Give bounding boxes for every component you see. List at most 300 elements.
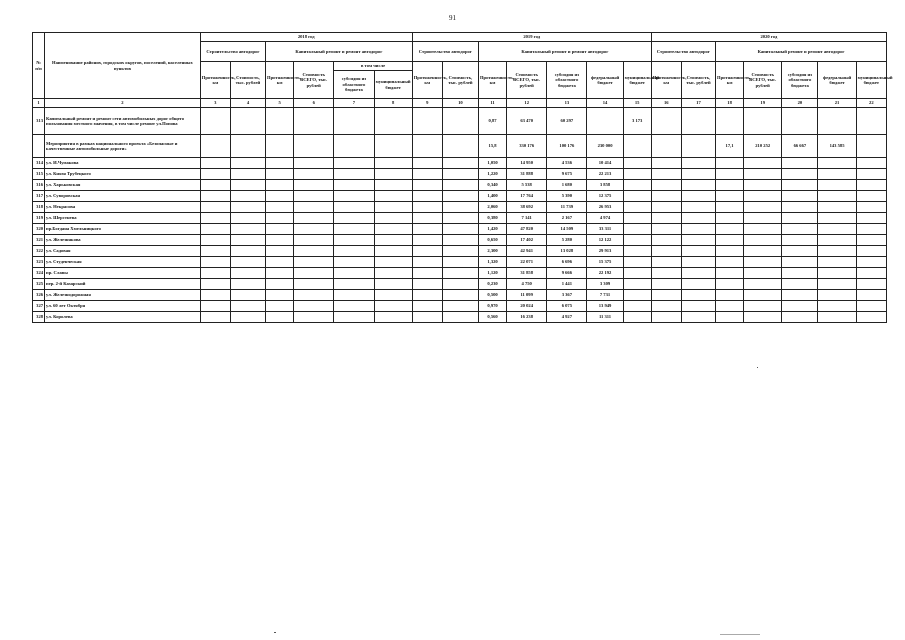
column-number: 6: [294, 99, 334, 108]
scan-speck: [274, 632, 276, 633]
cell-empty: [651, 213, 681, 224]
table-row: [33, 268, 887, 279]
cell-empty: [230, 246, 265, 257]
column-number: 13: [547, 99, 587, 108]
cell-empty: [266, 213, 294, 224]
cell-empty: [200, 169, 230, 180]
cell-municipal: [623, 213, 651, 224]
cell-empty: [856, 191, 886, 202]
cell-empty: [334, 279, 374, 290]
cell-regional: 6 696: [547, 257, 587, 268]
cell-km: 0,380: [478, 213, 506, 224]
cell-federal: 22 192: [587, 268, 623, 279]
cell-empty: [294, 169, 334, 180]
cell-total20: [744, 191, 782, 202]
cell-empty: [294, 224, 334, 235]
column-number: 3: [200, 99, 230, 108]
cell-km: 1,050: [478, 158, 506, 169]
cell-empty: [334, 108, 374, 135]
cell-empty: [856, 135, 886, 158]
column-number: 18: [716, 99, 744, 108]
cell-km20: [716, 301, 744, 312]
row-number: 313: [33, 108, 45, 135]
cell-empty: [334, 301, 374, 312]
column-number: 1: [33, 99, 45, 108]
cell-empty: [200, 268, 230, 279]
cell-regional20: 66 667: [782, 135, 818, 158]
cell-empty: [294, 257, 334, 268]
cell-regional20: [782, 268, 818, 279]
cell-federal20: [818, 191, 856, 202]
cell-km20: [716, 108, 744, 135]
cell-empty: [412, 169, 442, 180]
header-cost: Стоимость, тыс. рублей: [681, 62, 715, 99]
cell-empty: [374, 301, 412, 312]
cell-total20: 210 252: [744, 135, 782, 158]
cell-empty: [230, 180, 265, 191]
cell-empty: [681, 169, 715, 180]
row-name: Мероприятия в рамках национального проекта «Безопасные и качественные автомобильные дороги»: [45, 135, 201, 158]
cell-municipal: [623, 180, 651, 191]
table-row: [33, 135, 887, 158]
cell-empty: [856, 108, 886, 135]
cell-km: 2,300: [478, 246, 506, 257]
row-number: 326: [33, 290, 45, 301]
cell-km20: [716, 191, 744, 202]
cell-empty: [294, 108, 334, 135]
cell-empty: [651, 246, 681, 257]
cell-empty: [374, 169, 412, 180]
column-number: 21: [818, 99, 856, 108]
cell-empty: [651, 312, 681, 323]
cell-empty: [856, 235, 886, 246]
cell-federal20: [818, 312, 856, 323]
cell-km: 1,320: [478, 257, 506, 268]
cell-total20: [744, 312, 782, 323]
table-row: [33, 169, 887, 180]
column-number: 14: [587, 99, 623, 108]
cell-municipal: [623, 158, 651, 169]
cell-empty: [442, 202, 478, 213]
row-name: Капитальный ремонт и ремонт сети автомобильных дорог общего пользования местного значения, в том числе ремонт ул.Попова: [45, 108, 201, 135]
cell-empty: [266, 268, 294, 279]
row-name: ул. Железнодорожная: [45, 290, 201, 301]
cell-empty: [294, 246, 334, 257]
cell-federal20: [818, 279, 856, 290]
header-length: Протяженность, км: [266, 62, 294, 99]
row-number: 328: [33, 312, 45, 323]
cell-empty: [334, 268, 374, 279]
cell-empty: [334, 135, 374, 158]
column-number: 22: [856, 99, 886, 108]
header-construction-2019: Строительство автодорог: [412, 42, 478, 62]
cell-empty: [294, 135, 334, 158]
cell-empty: [230, 235, 265, 246]
column-number: 2: [45, 99, 201, 108]
cell-municipal: [623, 224, 651, 235]
header-total: Стоимость ВСЕГО, тыс. рублей: [744, 62, 782, 99]
cell-total20: [744, 257, 782, 268]
cell-empty: [412, 158, 442, 169]
cell-total20: [744, 301, 782, 312]
cell-km: 1,220: [478, 169, 506, 180]
cell-federal20: [818, 257, 856, 268]
row-number: 325: [33, 279, 45, 290]
cell-federal20: [818, 108, 856, 135]
table-row: [33, 108, 887, 135]
cell-empty: [412, 312, 442, 323]
cell-empty: [266, 224, 294, 235]
cell-empty: [230, 135, 265, 158]
header-year-2018: 2018 год: [200, 33, 412, 42]
row-name: пер. 2-й Казарский: [45, 279, 201, 290]
cell-federal: 29 913: [587, 246, 623, 257]
cell-regional: 4 536: [547, 158, 587, 169]
row-number: 320: [33, 224, 45, 235]
cell-federal: 11 311: [587, 312, 623, 323]
cell-empty: [294, 279, 334, 290]
cell-empty: [334, 202, 374, 213]
cell-empty: [230, 108, 265, 135]
cell-regional: 1 680: [547, 180, 587, 191]
cell-empty: [294, 312, 334, 323]
header-repair-2018: Капитальный ремонт и ремонт автодорог: [266, 42, 413, 62]
cell-empty: [374, 257, 412, 268]
cell-empty: [334, 257, 374, 268]
cell-empty: [266, 246, 294, 257]
cell-empty: [294, 180, 334, 191]
cell-empty: [200, 301, 230, 312]
cell-empty: [294, 213, 334, 224]
header-construction-2020: Строительство автодорог: [651, 42, 715, 62]
cell-empty: [374, 158, 412, 169]
cell-regional: 13 028: [547, 246, 587, 257]
cell-federal20: [818, 169, 856, 180]
cell-km20: [716, 158, 744, 169]
cell-empty: [294, 191, 334, 202]
cell-empty: [442, 135, 478, 158]
cell-empty: [230, 213, 265, 224]
cell-empty: [412, 180, 442, 191]
row-number: 318: [33, 202, 45, 213]
cell-empty: [412, 301, 442, 312]
row-name: ул. Студенческая: [45, 257, 201, 268]
cell-regional20: [782, 312, 818, 323]
cell-km: 0,87: [478, 108, 506, 135]
row-name: ул. Королева: [45, 312, 201, 323]
cell-empty: [651, 290, 681, 301]
cell-federal: 26 953: [587, 202, 623, 213]
cell-km: 2,060: [478, 202, 506, 213]
scan-line: [720, 634, 760, 635]
header-cost: Стоимость, тыс. рублей: [230, 62, 265, 99]
cell-federal: 3 858: [587, 180, 623, 191]
cell-empty: [200, 257, 230, 268]
cell-empty: [442, 180, 478, 191]
cell-empty: [200, 158, 230, 169]
cell-empty: [374, 108, 412, 135]
cell-regional: 14 509: [547, 224, 587, 235]
cell-empty: [651, 301, 681, 312]
cell-empty: [266, 312, 294, 323]
table-body: [33, 108, 887, 323]
cell-empty: [200, 180, 230, 191]
cell-empty: [294, 235, 334, 246]
cell-empty: [412, 213, 442, 224]
cell-regional: 6 075: [547, 301, 587, 312]
cell-total: 17 764: [507, 191, 547, 202]
cell-km20: [716, 235, 744, 246]
cell-total: 20 024: [507, 301, 547, 312]
cell-total: 17 402: [507, 235, 547, 246]
cell-empty: [681, 108, 715, 135]
cell-regional20: [782, 235, 818, 246]
cell-empty: [230, 290, 265, 301]
cell-federal: 12 122: [587, 235, 623, 246]
cell-empty: [651, 191, 681, 202]
cell-km20: [716, 202, 744, 213]
row-number: 316: [33, 180, 45, 191]
cell-total: 42 941: [507, 246, 547, 257]
row-number: 314: [33, 158, 45, 169]
cell-federal: 13 949: [587, 301, 623, 312]
cell-empty: [374, 246, 412, 257]
cell-total: 16 238: [507, 312, 547, 323]
header-length: Протяженность, км: [412, 62, 442, 99]
column-number: 5: [266, 99, 294, 108]
cell-empty: [230, 158, 265, 169]
cell-empty: [334, 246, 374, 257]
cell-federal20: [818, 202, 856, 213]
cell-municipal: [623, 279, 651, 290]
cell-empty: [681, 158, 715, 169]
cell-empty: [442, 213, 478, 224]
row-number: 321: [33, 235, 45, 246]
cell-empty: [442, 246, 478, 257]
cell-empty: [230, 279, 265, 290]
cell-regional20: [782, 290, 818, 301]
cell-federal: 230 000: [587, 135, 623, 158]
cell-empty: [856, 301, 886, 312]
header-length: Протяженность, км: [651, 62, 681, 99]
cell-empty: [334, 312, 374, 323]
cell-total20: [744, 202, 782, 213]
cell-empty: [856, 180, 886, 191]
cell-empty: [294, 301, 334, 312]
cell-municipal: [623, 235, 651, 246]
cell-empty: [442, 158, 478, 169]
table-row: [33, 213, 887, 224]
cell-empty: [266, 301, 294, 312]
cell-empty: [681, 213, 715, 224]
cell-total: 11 099: [507, 290, 547, 301]
cell-federal20: [818, 268, 856, 279]
cell-km: 0,340: [478, 180, 506, 191]
cell-regional: 9 666: [547, 268, 587, 279]
cell-empty: [374, 235, 412, 246]
cell-empty: [681, 224, 715, 235]
cell-empty: [856, 213, 886, 224]
cell-regional: 1 441: [547, 279, 587, 290]
cell-empty: [200, 312, 230, 323]
cell-empty: [412, 235, 442, 246]
cell-empty: [442, 268, 478, 279]
header-repair-2019: Капитальный ремонт и ремонт автодорог: [478, 42, 651, 62]
cell-empty: [334, 180, 374, 191]
cell-empty: [334, 224, 374, 235]
cell-empty: [651, 279, 681, 290]
cell-empty: [200, 246, 230, 257]
cell-total: 4 750: [507, 279, 547, 290]
header-regional: субсидия из областного бюджета: [334, 71, 374, 99]
cell-empty: [200, 235, 230, 246]
cell-empty: [681, 191, 715, 202]
cell-regional20: [782, 191, 818, 202]
cell-empty: [856, 158, 886, 169]
header-num: № п/п: [33, 33, 45, 99]
table-row: [33, 180, 887, 191]
cell-empty: [230, 312, 265, 323]
cell-empty: [412, 257, 442, 268]
cell-municipal: 3 173: [623, 108, 651, 135]
cell-total20: [744, 268, 782, 279]
row-number: 317: [33, 191, 45, 202]
cell-municipal: [623, 246, 651, 257]
cell-km: 0,230: [478, 279, 506, 290]
cell-federal: 15 375: [587, 257, 623, 268]
cell-federal: 33 311: [587, 224, 623, 235]
cell-empty: [412, 290, 442, 301]
column-number-row: [33, 99, 887, 108]
column-number: 20: [782, 99, 818, 108]
header-total: Стоимость ВСЕГО, тыс. рублей: [507, 62, 547, 99]
table-row: [33, 224, 887, 235]
cell-empty: [681, 180, 715, 191]
row-name: ул. Шерстнева: [45, 213, 201, 224]
cell-municipal: [623, 312, 651, 323]
cell-federal20: [818, 224, 856, 235]
cell-total: 14 950: [507, 158, 547, 169]
cell-federal20: [818, 235, 856, 246]
cell-empty: [374, 202, 412, 213]
cell-federal20: [818, 246, 856, 257]
cell-empty: [230, 268, 265, 279]
row-name: ул. Князя Трубецкого: [45, 169, 201, 180]
cell-empty: [294, 202, 334, 213]
row-name: пр. Славы: [45, 268, 201, 279]
cell-empty: [856, 268, 886, 279]
cell-empty: [856, 246, 886, 257]
cell-municipal: [623, 135, 651, 158]
cell-total: 330 176: [507, 135, 547, 158]
cell-empty: [412, 202, 442, 213]
cell-empty: [681, 268, 715, 279]
cell-total20: [744, 169, 782, 180]
cell-empty: [681, 312, 715, 323]
cell-empty: [651, 224, 681, 235]
cell-empty: [374, 268, 412, 279]
cell-empty: [374, 279, 412, 290]
cell-empty: [442, 191, 478, 202]
cell-empty: [681, 235, 715, 246]
column-number: 19: [744, 99, 782, 108]
cell-empty: [266, 169, 294, 180]
cell-empty: [412, 224, 442, 235]
header-federal: федеральный бюджет: [587, 62, 623, 99]
column-number: 12: [507, 99, 547, 108]
cell-km: 0,970: [478, 301, 506, 312]
cell-federal20: [818, 158, 856, 169]
cell-federal: 12 375: [587, 191, 623, 202]
cell-km20: [716, 246, 744, 257]
row-number: [33, 135, 45, 158]
cell-empty: [681, 202, 715, 213]
cell-empty: [651, 169, 681, 180]
cell-empty: [230, 169, 265, 180]
cell-total20: [744, 290, 782, 301]
cell-total20: [744, 108, 782, 135]
cell-federal20: 143 585: [818, 135, 856, 158]
table-row: [33, 312, 887, 323]
cell-total: 38 692: [507, 202, 547, 213]
cell-empty: [442, 235, 478, 246]
cell-empty: [266, 135, 294, 158]
cell-km20: [716, 268, 744, 279]
road-repair-table: [32, 32, 893, 323]
header-municipal: муниципальный бюджет: [856, 62, 886, 99]
cell-empty: [442, 257, 478, 268]
cell-empty: [374, 224, 412, 235]
cell-regional20: [782, 202, 818, 213]
cell-empty: [200, 202, 230, 213]
cell-empty: [651, 158, 681, 169]
header-year-2019: 2019 год: [412, 33, 651, 42]
row-name: пр.Богдана Хмельницкого: [45, 224, 201, 235]
header-including: в том числе: [334, 62, 412, 71]
cell-km: 0,560: [478, 312, 506, 323]
cell-empty: [442, 224, 478, 235]
cell-empty: [856, 290, 886, 301]
cell-total20: [744, 279, 782, 290]
cell-empty: [681, 257, 715, 268]
cell-km: 1,120: [478, 268, 506, 279]
cell-empty: [856, 202, 886, 213]
header-municipal: муниципальный бюджет: [623, 62, 651, 99]
cell-km: 0,650: [478, 235, 506, 246]
scan-speck: [757, 367, 758, 368]
cell-empty: [442, 301, 478, 312]
cell-municipal: [623, 169, 651, 180]
cell-regional: 5 280: [547, 235, 587, 246]
column-number: 15: [623, 99, 651, 108]
table-row: [33, 290, 887, 301]
header-cost: Стоимость, тыс. рублей: [442, 62, 478, 99]
cell-regional20: [782, 257, 818, 268]
cell-km20: [716, 180, 744, 191]
cell-empty: [412, 135, 442, 158]
column-number: 16: [651, 99, 681, 108]
cell-total20: [744, 246, 782, 257]
cell-km20: [716, 169, 744, 180]
cell-federal: 7 731: [587, 290, 623, 301]
cell-empty: [266, 180, 294, 191]
cell-empty: [651, 235, 681, 246]
cell-empty: [856, 169, 886, 180]
row-name: ул. Суворовская: [45, 191, 201, 202]
cell-empty: [681, 246, 715, 257]
cell-regional: 9 675: [547, 169, 587, 180]
cell-regional20: [782, 158, 818, 169]
